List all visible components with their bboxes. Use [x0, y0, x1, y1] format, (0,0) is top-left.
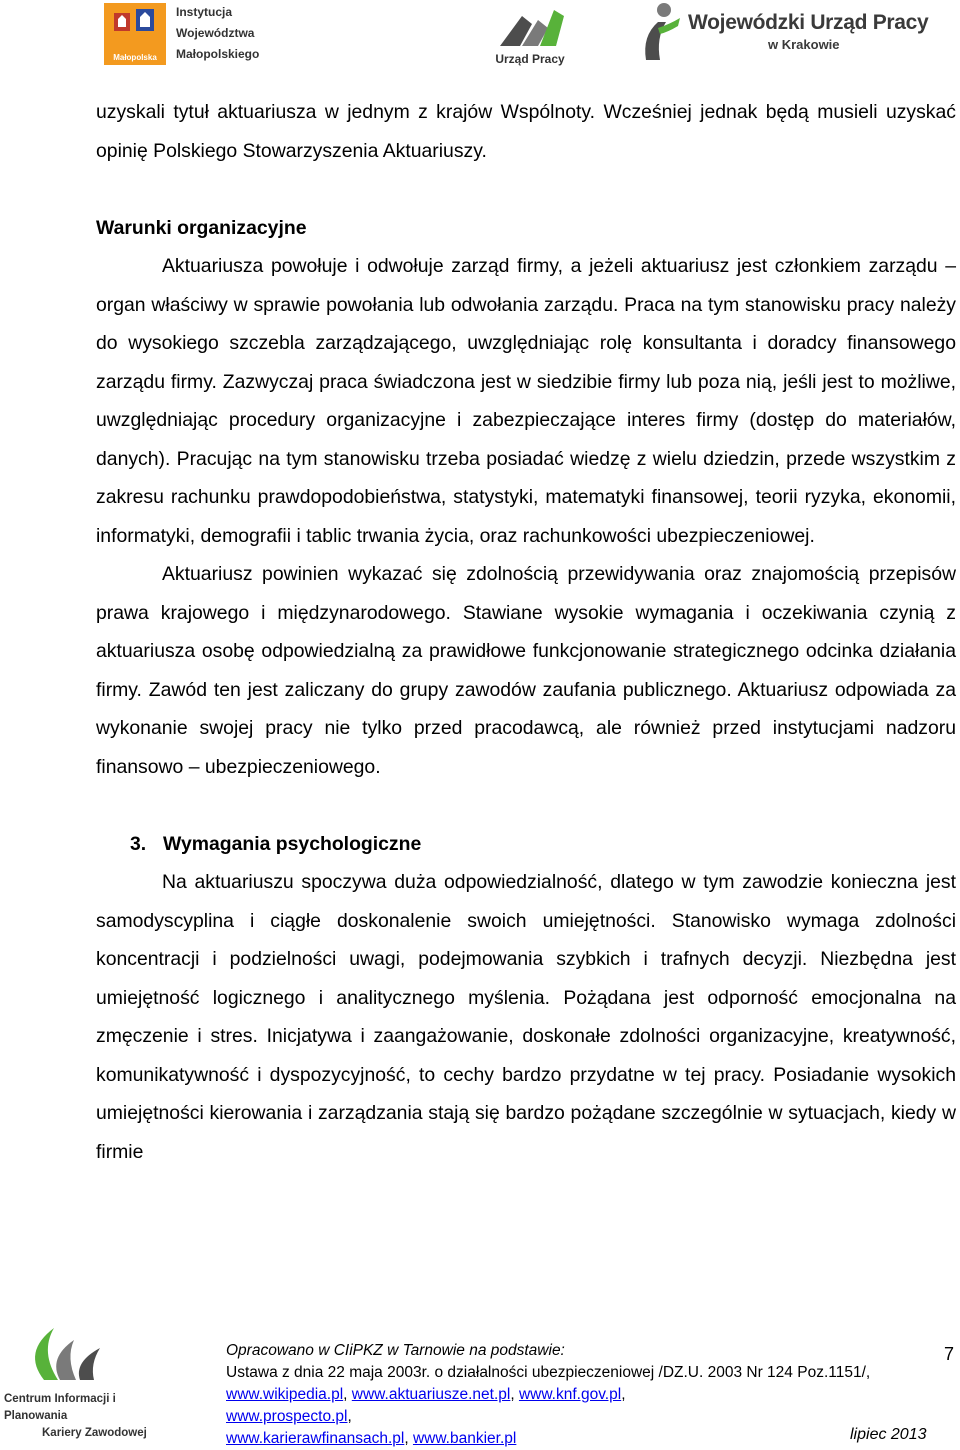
cip-emblem-icon [4, 1322, 114, 1384]
source-link[interactable]: www.prospecto.pl [226, 1408, 348, 1425]
urzad-pracy-emblem-icon [492, 2, 568, 54]
numbered-section-heading [96, 825, 956, 864]
paragraph: Aktuariusz powinien wykazać się zdolnością przewidywania oraz znajomością przepisów prawa krajowego i międzynarodowego. Stawiane wysokie wymagania i oczekiwania czynią z aktuariusza osobę odpowiedzialną za prawidłowe funkcjonowanie strategicznego odcinka działania firmy. Zawód ten jest zaliczany do grupy zawodów zaufania publicznego. Aktuariusz odpowiada za wykonanie swojej pracy nie tylko przed pracodawcą, ale również przed instytucjami nadzoru finansowo – ubezpieczeniowego. [96, 563, 956, 778]
publication-date: lipiec 2013 [850, 1426, 927, 1443]
urzad-pracy-logo [492, 2, 568, 66]
wup-logo-text [688, 10, 928, 54]
source-link[interactable]: www.aktuariusze.net.pl [351, 1386, 511, 1403]
wup-figure-icon [636, 0, 682, 64]
section-title: Wymagania psychologiczne [163, 832, 422, 855]
urzad-pracy-label: Urząd Pracy [495, 52, 565, 66]
paragraph: Na aktuariuszu spoczywa duża odpowiedzialność, dlatego w tym zawodzie konieczna jest samodyscyplina i ciągłe doskonalenie swoich umiejętności. Stanowisko wymaga zdolności koncentracji i podzielności uwagi, podejmowania szybkich i trafnych decyzji. Niezbędna jest umiejętność logicznego i analitycznego myślenia. Pożądana jest odporność emocjonalna na zmęczenie i stres. Inicjatywa i zaangażowanie, doskonałe zdolności organizacyjne, kreatywność, komunikatywność i dyspozycyjność, to cechy bardzo przydatne w tej pracy. Posiadanie wysokich umiejętności kierowania i zarządzania stają się bardzo pożądane szczególnie w sytuacjach, kiedy w firmie [96, 871, 956, 1163]
cip-logo [4, 1322, 174, 1442]
page-footer [0, 1318, 960, 1450]
source-link[interactable]: www.knf.gov.pl [518, 1386, 622, 1403]
page-number: 7 [944, 1344, 955, 1364]
spacer [96, 170, 956, 209]
section-heading: Warunki organizacyjne [96, 216, 307, 239]
source-law: Ustawa z dnia 22 maja 2003r. o działalności ubezpieczeniowej /DZ.U. 2003 Nr 124 Poz.1151/, [226, 1364, 871, 1381]
cip-logo-line: Kariery Zawodowej [42, 1427, 147, 1439]
paragraph: uzyskali tytuł aktuariusza w jednym z krajów Wspólnoty. Wcześniej jednak będą musieli uzyskać opinię Polskiego Stowarzyszenia Aktuariuszy. [96, 101, 956, 162]
imm-logo-line: Instytucja [176, 5, 233, 19]
imm-logo-box-label: Małopolska [113, 52, 157, 62]
source-note [226, 1340, 946, 1450]
source-link[interactable]: www.wikipedia.pl [226, 1386, 344, 1403]
document-body [96, 93, 956, 1171]
wup-logo [636, 0, 928, 64]
source-list: Ustawa z dnia 22 maja 2003r. o działalności ubezpieczeniowej /DZ.U. 2003 Nr 124 Poz.1151/, www.wikipedia.pl, www.aktuariusze.net.pl, www.knf.gov.pl, www.prospecto.pl, www.karierawfinansach.pl, www.bankier.pl [226, 1364, 871, 1447]
source-intro: Opracowano w CIiPKZ w Tarnowie na podstawie: [226, 1342, 565, 1359]
section-number: 3. [130, 832, 147, 855]
imm-logo-line: Województwa [176, 26, 255, 40]
cip-logo-line: Centrum Informacji i Planowania [4, 1393, 116, 1422]
page-header [0, 0, 960, 80]
spacer [96, 786, 956, 825]
source-link[interactable]: www.karierawfinansach.pl [226, 1430, 405, 1447]
imm-logo-emblem [104, 3, 166, 65]
wup-logo-title: Wojewódzki Urząd Pracy [688, 11, 929, 34]
imm-logo [104, 2, 259, 65]
paragraph: Aktuariusza powołuje i odwołuje zarząd firmy, a jeżeli aktuariusz jest członkiem zarządu – organ właściwy w sprawie powołania lub odwołania zarządu. Praca na tym stanowisku pracy należy do wysokiego szczebla zarządzającego, uwzględniając rolę konsultanta i doradcy finansowego zarządu firmy. Zazwyczaj praca świadczona jest w siedzibie firmy lub poza nią, jeśli jest to możliwe, uwzględniając procedury organizacyjne i zabezpieczające interes firmy (dostęp do materiałów, danych). Pracując na tym stanowisku trzeba posiadać wiedzę z wielu dziedzin, przede wszystkim z zakresu rachunku prawdopodobieństwa, statystyki, matematyki finansowej, teorii ryzyka, ekonomii, informatyki, demografii i tablic trwania życia, oraz rachunkowości ubezpieczeniowej. [96, 255, 956, 547]
source-link[interactable]: www.bankier.pl [412, 1430, 517, 1447]
imm-logo-line: Małopolskiego [176, 47, 260, 61]
wup-logo-subtitle: w Krakowie [768, 37, 840, 52]
imm-logo-text [176, 2, 259, 65]
cip-logo-text [4, 1391, 174, 1442]
